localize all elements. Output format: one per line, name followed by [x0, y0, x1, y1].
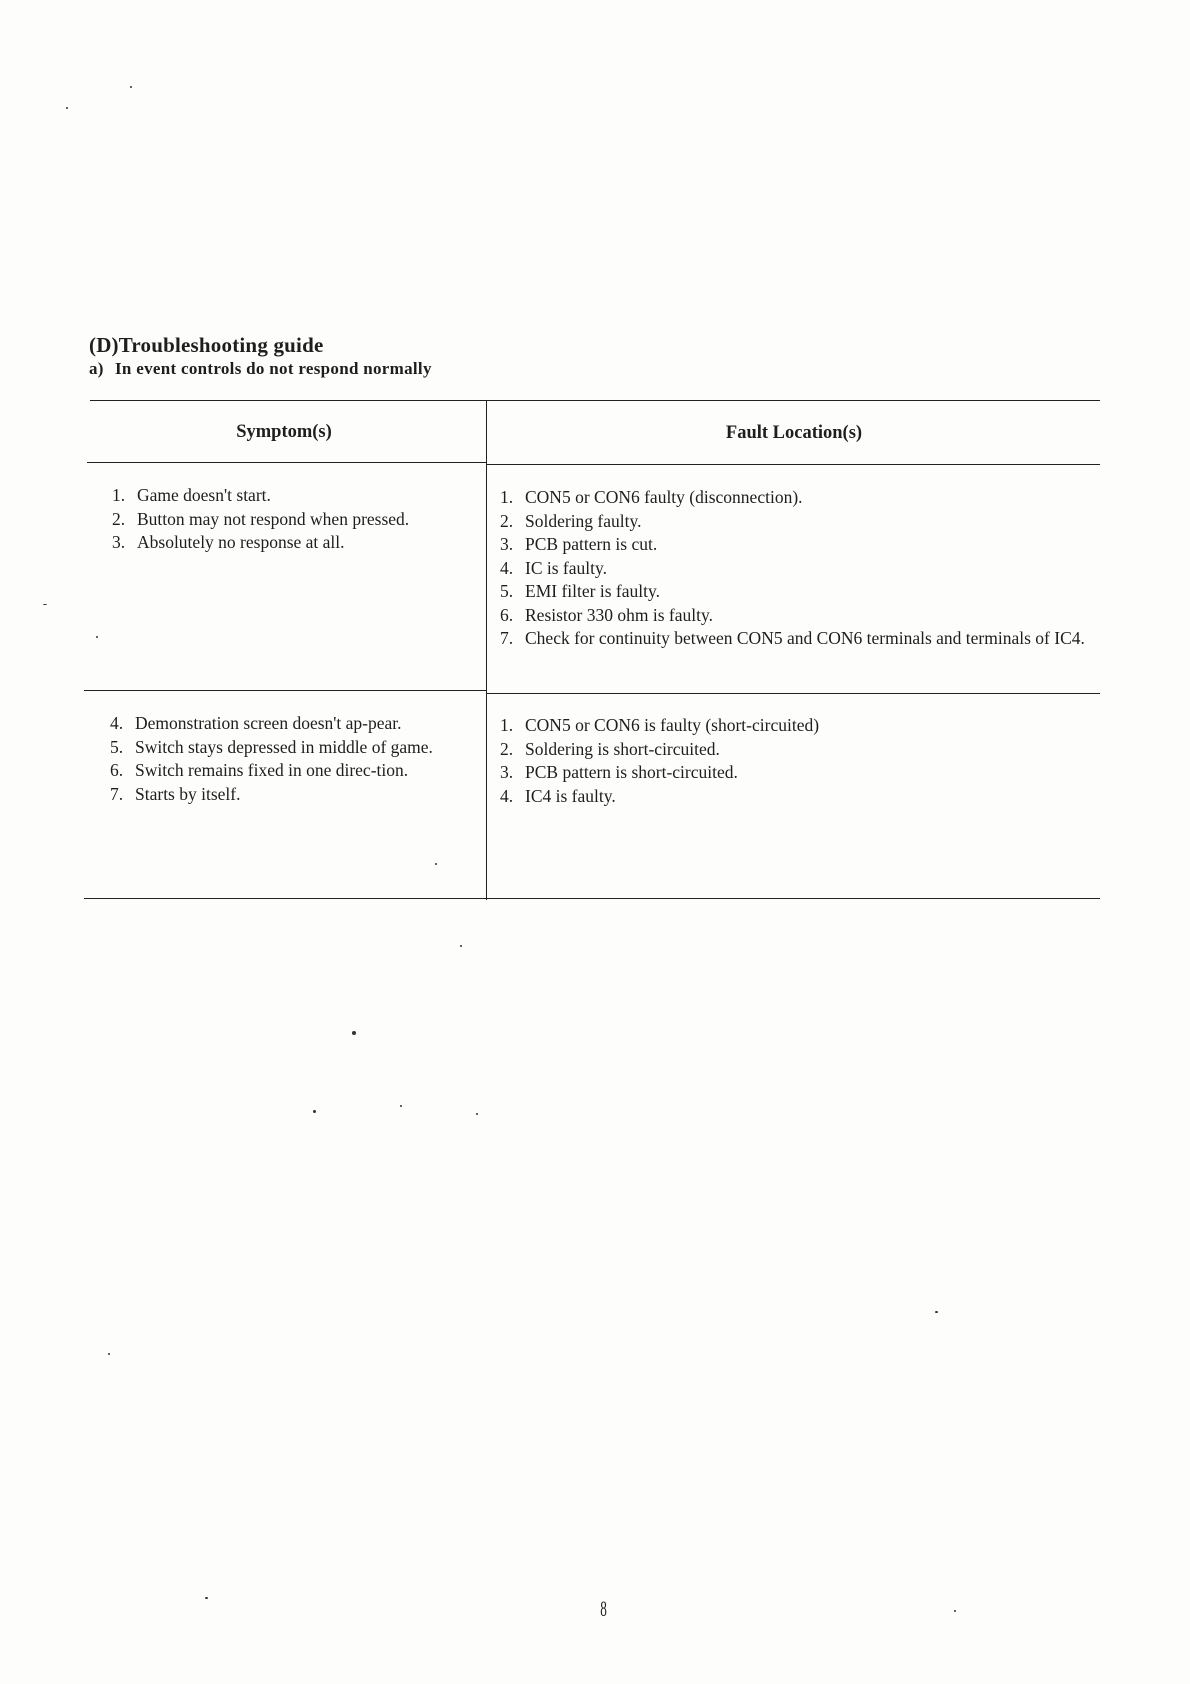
- section-heading: (D)Troubleshooting guide: [89, 333, 324, 357]
- list-item: 5. Switch stays depressed in middle of game.: [110, 736, 433, 757]
- subsection-heading: [89, 359, 432, 379]
- list-item: 5. EMI filter is faulty.: [500, 581, 660, 601]
- scan-speck: [130, 86, 132, 88]
- scan-speck: [476, 1113, 478, 1115]
- list-item: 3. PCB pattern is short-circuited.: [500, 762, 738, 782]
- page-number: 8: [600, 1596, 607, 1621]
- faults-column-header: Fault Location(s): [725, 423, 863, 443]
- subsection-title: In event controls do not respond normally: [115, 359, 432, 378]
- scan-speck: [352, 1031, 356, 1035]
- row-rule-right: [486, 693, 1100, 694]
- list-item: 4. IC is faulty.: [500, 557, 607, 578]
- scan-speck: [66, 107, 68, 109]
- symptoms-column-header: Symptom(s): [236, 422, 332, 442]
- list-item: 6. Switch remains fixed in one direc-tion.: [110, 760, 409, 780]
- list-item: 1. CON5 or CON6 is faulty (short-circuited): [500, 715, 820, 735]
- table-bottom-rule: [84, 898, 1100, 899]
- scan-speck: [935, 1311, 938, 1313]
- subsection-marker: a): [89, 359, 104, 378]
- faults-list-row-1: [500, 486, 1096, 651]
- list-item: 2. Soldering faulty.: [500, 510, 642, 531]
- list-item: 1. Game doesn't start.: [112, 485, 271, 505]
- row-rule-left: [84, 690, 487, 691]
- symptoms-list-row-1: [112, 484, 454, 555]
- list-item: 4. Demonstration screen doesn't ap-pear.: [110, 713, 402, 733]
- header-rule-right: [486, 464, 1100, 465]
- scan-speck: [96, 636, 98, 638]
- scan-speck: [108, 1353, 110, 1355]
- list-item: 2. Soldering is short-circuited.: [500, 738, 720, 759]
- column-divider: [486, 400, 487, 900]
- scan-speck: [460, 945, 462, 947]
- scan-speck: [205, 1597, 208, 1599]
- list-item: 3. Absolutely no response at all.: [112, 532, 345, 552]
- table-top-rule: [90, 400, 1100, 401]
- list-item: 2. Button may not respond when pressed.: [112, 508, 410, 529]
- scan-speck: [435, 863, 437, 865]
- scan-speck: [400, 1105, 402, 1107]
- scan-speck: [313, 1110, 316, 1113]
- header-rule-left: [87, 462, 487, 463]
- scan-speck: [954, 1610, 956, 1612]
- faults-list-row-2: [500, 714, 1096, 808]
- symptoms-list-row-2: [110, 712, 454, 806]
- scan-speck: [43, 604, 47, 605]
- list-item: 6. Resistor 330 ohm is faulty.: [500, 604, 713, 625]
- list-item: 7. Check for continuity between CON5 and CON6 terminals and terminals of IC4.: [500, 628, 1085, 648]
- list-item: 7. Starts by itself.: [110, 783, 241, 804]
- troubleshooting-table: [84, 400, 1100, 902]
- list-item: 3. PCB pattern is cut.: [500, 534, 658, 554]
- list-item: 4. IC4 is faulty.: [500, 785, 616, 806]
- list-item: 1. CON5 or CON6 faulty (disconnection).: [500, 487, 803, 507]
